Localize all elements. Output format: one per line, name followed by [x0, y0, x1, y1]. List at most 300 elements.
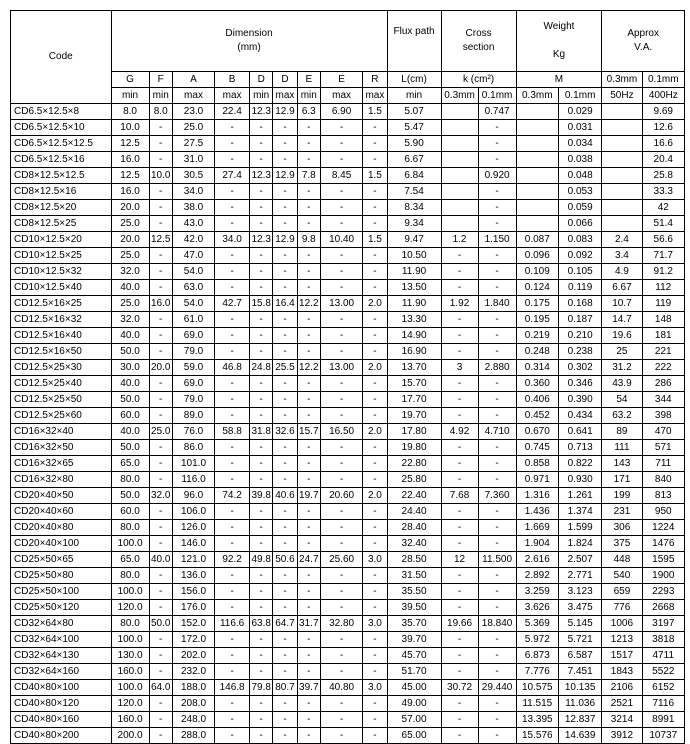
cell-a: 54.0: [172, 264, 214, 280]
cell-m-03: 1.316: [516, 488, 558, 504]
cell-code: CD8×12.5×25: [11, 216, 112, 232]
cell-g: 200.0: [111, 728, 149, 744]
cell-va-400hz: 1595: [642, 552, 684, 568]
cell-e-max: -: [320, 248, 362, 264]
cell-va-50hz: 2.4: [602, 232, 642, 248]
cell-a: 188.0: [172, 680, 214, 696]
cell-l: 5.47: [387, 120, 441, 136]
cell-e-min: -: [297, 200, 320, 216]
cell-m-03: 0.219: [516, 328, 558, 344]
cell-l: 11.90: [387, 296, 441, 312]
cell-code: CD12.5×25×30: [11, 360, 112, 376]
cell-b: -: [215, 584, 250, 600]
cell-k-01: -: [478, 184, 516, 200]
cell-m-01: 0.390: [558, 392, 601, 408]
cell-d-min: 49.8: [250, 552, 273, 568]
cell-code: CD12.5×25×40: [11, 376, 112, 392]
cell-l: 19.80: [387, 440, 441, 456]
cell-code: CD40×80×200: [11, 728, 112, 744]
cell-l: 16.90: [387, 344, 441, 360]
cell-b: 58.8: [215, 424, 250, 440]
cell-r: 1.5: [363, 232, 387, 248]
cell-g: 50.0: [111, 344, 149, 360]
cell-va-50hz: 14.7: [602, 312, 642, 328]
cell-va-50hz: 19.6: [602, 328, 642, 344]
cell-d-max: 80.7: [273, 680, 297, 696]
cell-r: -: [363, 328, 387, 344]
cell-va-50hz: [602, 104, 642, 120]
cell-m-03: 3.259: [516, 584, 558, 600]
cell-code: CD20×40×60: [11, 504, 112, 520]
cell-d-max: -: [273, 392, 297, 408]
table-row: [11, 456, 685, 472]
cell-va-50hz: 2521: [602, 696, 642, 712]
cell-r: -: [363, 632, 387, 648]
cell-d-min: 24.8: [250, 360, 273, 376]
table-row: [11, 664, 685, 680]
cell-code: CD12.5×16×40: [11, 328, 112, 344]
cell-va-400hz: 16.6: [642, 136, 684, 152]
cell-va-50hz: 4.9: [602, 264, 642, 280]
cell-va-400hz: 3197: [642, 616, 684, 632]
cell-k-03: [441, 200, 478, 216]
cell-code: CD20×40×80: [11, 520, 112, 536]
cell-m-01: 0.029: [558, 104, 601, 120]
unit-d-max: max: [273, 88, 297, 104]
cell-e-min: 39.7: [297, 680, 320, 696]
cell-a: 208.0: [172, 696, 214, 712]
cell-d-max: -: [273, 136, 297, 152]
cell-e-max: -: [320, 632, 362, 648]
cell-k-03: 1.2: [441, 232, 478, 248]
cell-k-03: -: [441, 440, 478, 456]
cell-k-03: -: [441, 248, 478, 264]
cell-r: -: [363, 344, 387, 360]
cell-k-01: -: [478, 216, 516, 232]
cell-code: CD10×12.5×20: [11, 232, 112, 248]
cell-e-min: -: [297, 696, 320, 712]
table-row: [11, 408, 685, 424]
table-row: [11, 216, 685, 232]
cell-m-01: 0.210: [558, 328, 601, 344]
cell-b: -: [215, 536, 250, 552]
cell-b: 46.8: [215, 360, 250, 376]
cell-r: 2.0: [363, 488, 387, 504]
cell-m-03: 0.087: [516, 232, 558, 248]
cell-a: 31.0: [172, 152, 214, 168]
cell-m-03: 1.904: [516, 536, 558, 552]
cell-code: CD32×64×130: [11, 648, 112, 664]
cell-a: 23.0: [172, 104, 214, 120]
cell-m-03: 11.515: [516, 696, 558, 712]
cell-l: 11.90: [387, 264, 441, 280]
cell-a: 43.0: [172, 216, 214, 232]
cell-b: -: [215, 344, 250, 360]
cell-l: 19.70: [387, 408, 441, 424]
cell-e-max: -: [320, 712, 362, 728]
cell-va-50hz: 43.9: [602, 376, 642, 392]
cell-r: -: [363, 152, 387, 168]
cell-va-400hz: 222: [642, 360, 684, 376]
cell-e-min: -: [297, 728, 320, 744]
cell-m-03: 5.369: [516, 616, 558, 632]
cell-f: 40.0: [149, 552, 172, 568]
cell-va-50hz: 776: [602, 600, 642, 616]
cell-a: 121.0: [172, 552, 214, 568]
subheader-e-max: E: [320, 72, 362, 88]
cell-m-01: 5.145: [558, 616, 601, 632]
cell-e-min: -: [297, 184, 320, 200]
cell-va-400hz: 25.8: [642, 168, 684, 184]
cell-k-01: 0.920: [478, 168, 516, 184]
cell-m-03: 0.360: [516, 376, 558, 392]
cell-e-max: -: [320, 536, 362, 552]
cell-va-400hz: 5522: [642, 664, 684, 680]
table-row: [11, 552, 685, 568]
cell-b: -: [215, 264, 250, 280]
cell-k-03: -: [441, 504, 478, 520]
cell-d-max: -: [273, 712, 297, 728]
cell-k-03: [441, 216, 478, 232]
cell-l: 15.70: [387, 376, 441, 392]
cell-m-01: 0.053: [558, 184, 601, 200]
cell-d-min: -: [250, 376, 273, 392]
cell-va-50hz: 143: [602, 456, 642, 472]
cell-va-400hz: 181: [642, 328, 684, 344]
cell-va-400hz: 119: [642, 296, 684, 312]
cell-code: CD40×80×160: [11, 712, 112, 728]
cell-va-400hz: 221: [642, 344, 684, 360]
cell-d-min: -: [250, 264, 273, 280]
cell-m-03: 3.626: [516, 600, 558, 616]
table-row: [11, 424, 685, 440]
cell-a: 76.0: [172, 424, 214, 440]
cell-a: 34.0: [172, 184, 214, 200]
cell-b: 116.6: [215, 616, 250, 632]
cell-f: -: [149, 600, 172, 616]
cell-k-01: -: [478, 472, 516, 488]
cell-e-max: -: [320, 568, 362, 584]
cell-g: 25.0: [111, 296, 149, 312]
cell-m-01: 1.374: [558, 504, 601, 520]
cell-m-03: 0.314: [516, 360, 558, 376]
cell-e-min: -: [297, 248, 320, 264]
cell-e-min: 9.8: [297, 232, 320, 248]
cell-r: -: [363, 520, 387, 536]
cell-code: CD16×32×65: [11, 456, 112, 472]
table-row: [11, 184, 685, 200]
cell-k-01: -: [478, 600, 516, 616]
table-row: [11, 280, 685, 296]
cell-r: 3.0: [363, 680, 387, 696]
cell-a: 54.0: [172, 296, 214, 312]
subheader-b: B: [215, 72, 250, 88]
cell-e-max: 6.90: [320, 104, 362, 120]
cell-va-400hz: 9.69: [642, 104, 684, 120]
subheader-e-min: E: [297, 72, 320, 88]
cell-e-max: -: [320, 408, 362, 424]
cell-l: 39.50: [387, 600, 441, 616]
cell-b: 22.4: [215, 104, 250, 120]
cell-m-03: 0.452: [516, 408, 558, 424]
cell-k-03: -: [441, 344, 478, 360]
cell-k-01: -: [478, 504, 516, 520]
cell-k-01: -: [478, 392, 516, 408]
cell-m-01: 5.721: [558, 632, 601, 648]
cell-k-01: -: [478, 248, 516, 264]
cell-d-max: -: [273, 264, 297, 280]
cell-b: -: [215, 216, 250, 232]
cell-b: -: [215, 648, 250, 664]
cell-m-03: 0.406: [516, 392, 558, 408]
cell-va-400hz: 950: [642, 504, 684, 520]
cell-m-03: 7.776: [516, 664, 558, 680]
cell-k-03: [441, 104, 478, 120]
cell-d-max: -: [273, 584, 297, 600]
cell-b: 146.8: [215, 680, 250, 696]
cell-va-50hz: [602, 200, 642, 216]
cell-d-max: -: [273, 632, 297, 648]
cell-d-max: -: [273, 504, 297, 520]
cell-g: 25.0: [111, 248, 149, 264]
cell-code: CD20×40×50: [11, 488, 112, 504]
cell-va-50hz: [602, 184, 642, 200]
cell-e-min: 6.3: [297, 104, 320, 120]
cell-e-max: -: [320, 584, 362, 600]
cell-g: 40.0: [111, 328, 149, 344]
cell-va-400hz: 20.4: [642, 152, 684, 168]
cell-e-max: -: [320, 648, 362, 664]
cell-l: 13.50: [387, 280, 441, 296]
cell-a: 136.0: [172, 568, 214, 584]
cell-f: -: [149, 408, 172, 424]
cell-l: 45.00: [387, 680, 441, 696]
cell-r: -: [363, 568, 387, 584]
table-row: [11, 616, 685, 632]
cell-d-min: 12.3: [250, 104, 273, 120]
cell-e-min: -: [297, 600, 320, 616]
cell-k-01: 1.150: [478, 232, 516, 248]
cell-k-03: -: [441, 536, 478, 552]
cell-m-03: 0.971: [516, 472, 558, 488]
cell-r: 2.0: [363, 424, 387, 440]
cell-f: 12.5: [149, 232, 172, 248]
cell-va-50hz: 2106: [602, 680, 642, 696]
cell-code: CD40×80×120: [11, 696, 112, 712]
cell-d-max: 12.9: [273, 168, 297, 184]
cell-e-min: -: [297, 312, 320, 328]
cell-r: -: [363, 216, 387, 232]
header-weight: Weight Kg: [516, 11, 602, 72]
header-cross-section: Cross section: [441, 11, 516, 72]
cell-va-400hz: 398: [642, 408, 684, 424]
cell-m-01: 0.434: [558, 408, 601, 424]
table-row: [11, 328, 685, 344]
cell-e-min: -: [297, 456, 320, 472]
cell-va-400hz: 2293: [642, 584, 684, 600]
cell-a: 89.0: [172, 408, 214, 424]
cell-m-03: 0.175: [516, 296, 558, 312]
cell-d-min: -: [250, 584, 273, 600]
cell-g: 50.0: [111, 440, 149, 456]
cell-va-50hz: 199: [602, 488, 642, 504]
cell-d-min: -: [250, 568, 273, 584]
cell-k-01: -: [478, 696, 516, 712]
cell-k-03: -: [441, 408, 478, 424]
cell-m-01: 0.168: [558, 296, 601, 312]
cell-va-400hz: 344: [642, 392, 684, 408]
cell-d-max: -: [273, 216, 297, 232]
cell-code: CD6.5×12.5×10: [11, 120, 112, 136]
cell-d-min: -: [250, 120, 273, 136]
cell-a: 79.0: [172, 344, 214, 360]
cell-d-max: -: [273, 600, 297, 616]
cell-g: 120.0: [111, 696, 149, 712]
cell-d-min: -: [250, 408, 273, 424]
cell-d-max: -: [273, 472, 297, 488]
cell-f: -: [149, 152, 172, 168]
cell-e-max: 10.40: [320, 232, 362, 248]
cell-a: 232.0: [172, 664, 214, 680]
cell-f: -: [149, 456, 172, 472]
cell-code: CD12.5×16×25: [11, 296, 112, 312]
cell-r: 1.5: [363, 104, 387, 120]
cell-va-400hz: 1224: [642, 520, 684, 536]
cell-f: -: [149, 280, 172, 296]
cell-va-50hz: 171: [602, 472, 642, 488]
cell-a: 126.0: [172, 520, 214, 536]
cell-f: -: [149, 376, 172, 392]
unit-50hz: 50Hz: [602, 88, 642, 104]
cell-d-min: -: [250, 664, 273, 680]
unit-g: min: [111, 88, 149, 104]
subheader-k: k (cm²): [441, 72, 516, 88]
cell-k-01: -: [478, 328, 516, 344]
unit-f: min: [149, 88, 172, 104]
cell-b: -: [215, 728, 250, 744]
cell-g: 130.0: [111, 648, 149, 664]
cell-f: -: [149, 216, 172, 232]
cell-k-03: -: [441, 392, 478, 408]
table-row: [11, 600, 685, 616]
cell-k-01: -: [478, 264, 516, 280]
cell-code: CD20×40×100: [11, 536, 112, 552]
cell-e-max: 13.00: [320, 360, 362, 376]
cell-l: 31.50: [387, 568, 441, 584]
cell-g: 100.0: [111, 680, 149, 696]
cell-d-max: 12.9: [273, 232, 297, 248]
cell-r: -: [363, 728, 387, 744]
spec-table: [10, 10, 685, 744]
cell-e-min: 12.2: [297, 360, 320, 376]
unit-k-03: 0.3mm: [441, 88, 478, 104]
cell-a: 172.0: [172, 632, 214, 648]
cell-k-01: 7.360: [478, 488, 516, 504]
cell-k-03: -: [441, 584, 478, 600]
cell-d-max: 25.5: [273, 360, 297, 376]
cell-va-50hz: 448: [602, 552, 642, 568]
cell-d-max: -: [273, 696, 297, 712]
cell-l: 5.07: [387, 104, 441, 120]
cell-va-50hz: 1517: [602, 648, 642, 664]
cell-d-min: 12.3: [250, 168, 273, 184]
cell-m-03: 2.892: [516, 568, 558, 584]
cell-a: 202.0: [172, 648, 214, 664]
cell-va-50hz: [602, 136, 642, 152]
cell-g: 32.0: [111, 264, 149, 280]
cell-k-01: -: [478, 520, 516, 536]
cell-a: 106.0: [172, 504, 214, 520]
cell-a: 176.0: [172, 600, 214, 616]
cell-d-max: -: [273, 376, 297, 392]
cell-a: 25.0: [172, 120, 214, 136]
unit-d-min: min: [250, 88, 273, 104]
cell-k-01: -: [478, 712, 516, 728]
cell-m-01: 0.930: [558, 472, 601, 488]
cell-va-50hz: 375: [602, 536, 642, 552]
cell-f: -: [149, 520, 172, 536]
cell-e-min: -: [297, 280, 320, 296]
cell-f: 64.0: [149, 680, 172, 696]
cell-b: -: [215, 152, 250, 168]
cell-b: 42.7: [215, 296, 250, 312]
cell-f: -: [149, 648, 172, 664]
cell-e-max: 25.60: [320, 552, 362, 568]
cell-e-min: 31.7: [297, 616, 320, 632]
cell-l: 49.00: [387, 696, 441, 712]
cell-m-03: [516, 120, 558, 136]
cell-m-01: 2.771: [558, 568, 601, 584]
cell-f: -: [149, 344, 172, 360]
cell-e-max: -: [320, 520, 362, 536]
cell-code: CD12.5×25×60: [11, 408, 112, 424]
cell-m-01: 10.135: [558, 680, 601, 696]
cell-code: CD40×80×100: [11, 680, 112, 696]
cell-g: 160.0: [111, 664, 149, 680]
cell-va-400hz: 4711: [642, 648, 684, 664]
cell-e-max: -: [320, 600, 362, 616]
cell-m-01: 0.119: [558, 280, 601, 296]
cell-g: 50.0: [111, 488, 149, 504]
cell-b: -: [215, 280, 250, 296]
cell-a: 63.0: [172, 280, 214, 296]
cell-m-03: 1.436: [516, 504, 558, 520]
cell-f: -: [149, 248, 172, 264]
cell-b: -: [215, 696, 250, 712]
cell-r: 2.0: [363, 360, 387, 376]
cell-va-400hz: 71.7: [642, 248, 684, 264]
cell-k-03: -: [441, 280, 478, 296]
cell-l: 32.40: [387, 536, 441, 552]
cell-d-max: 12.9: [273, 104, 297, 120]
table-row: [11, 264, 685, 280]
table-row: [11, 136, 685, 152]
cell-m-03: 0.248: [516, 344, 558, 360]
cell-va-50hz: [602, 152, 642, 168]
cell-code: CD12.5×16×50: [11, 344, 112, 360]
cell-d-max: -: [273, 728, 297, 744]
cell-e-max: 16.50: [320, 424, 362, 440]
cell-f: 20.0: [149, 360, 172, 376]
cell-g: 65.0: [111, 552, 149, 568]
cell-l: 17.80: [387, 424, 441, 440]
cell-g: 50.0: [111, 392, 149, 408]
cell-va-400hz: 2668: [642, 600, 684, 616]
cell-f: -: [149, 312, 172, 328]
cell-va-400hz: 10737: [642, 728, 684, 744]
subheader-m: M: [516, 72, 602, 88]
cell-m-01: 0.066: [558, 216, 601, 232]
